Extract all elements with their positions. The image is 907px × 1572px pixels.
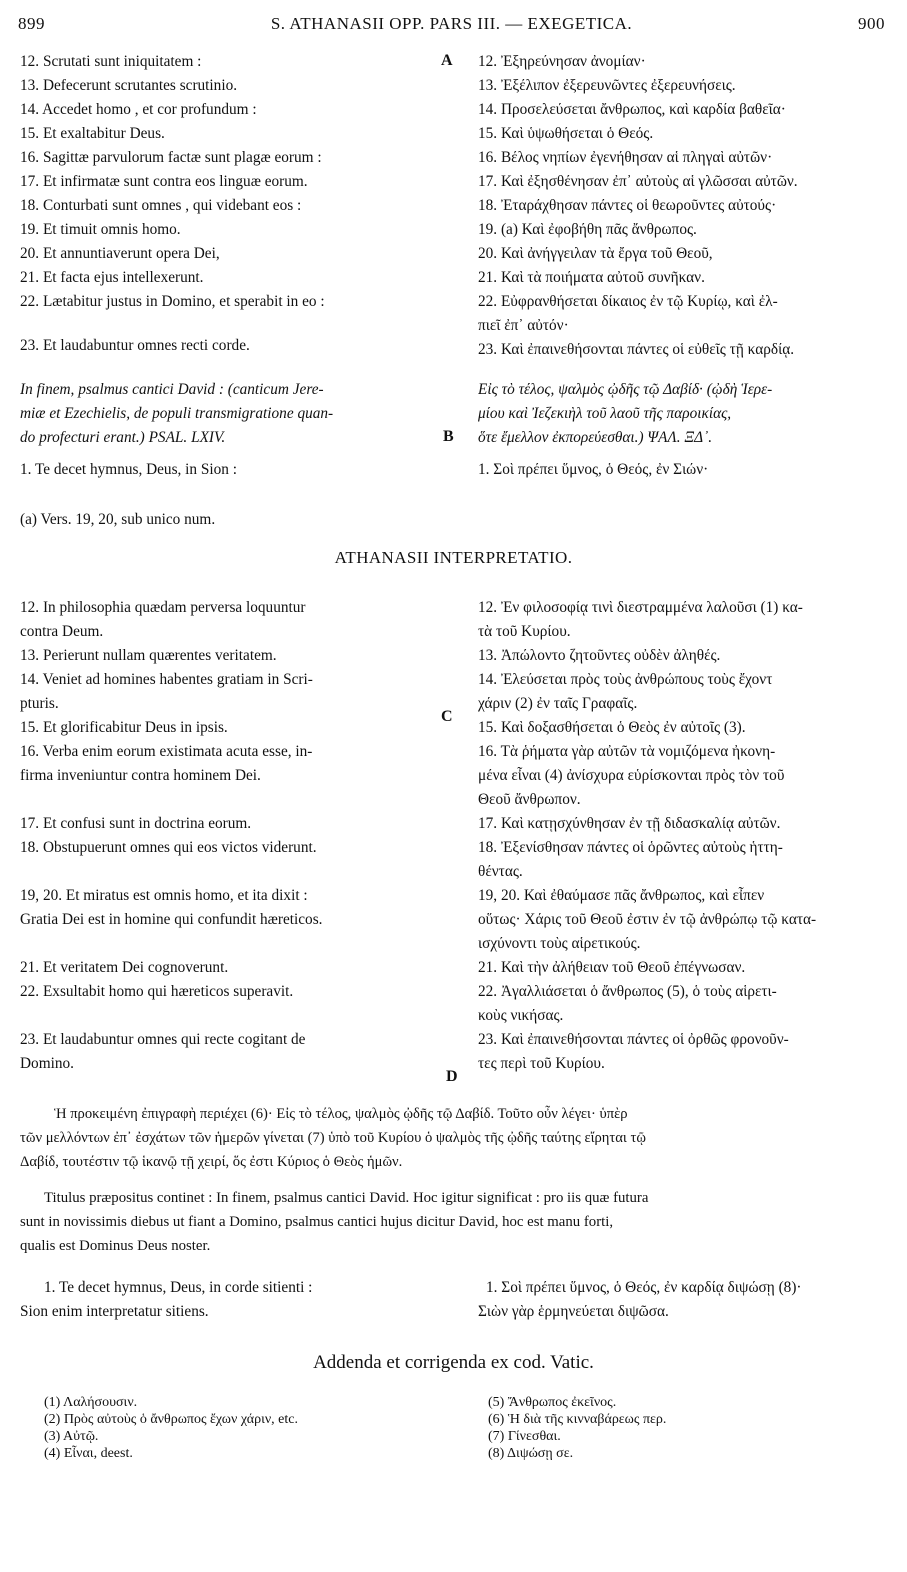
verse1-greek bbox=[478, 458, 888, 482]
interp-line: 23. Καὶ ἐπαινεθήσονται πάντες οἱ ὀρθῶς φρονοῦν- bbox=[478, 1031, 789, 1048]
verse-line: 1. Σοὶ πρέπει ὕμνος, ὁ Θεός, ἐν καρδίᾳ διψώσῃ (8)· bbox=[486, 1279, 802, 1296]
verse-line: 16. Sagittæ parvulorum factæ sunt plagæ eorum : bbox=[20, 149, 322, 166]
page-header bbox=[18, 14, 885, 38]
verse-line: 14. Accedet homo , et cor profundum : bbox=[20, 101, 257, 118]
verse-line: 15. Καὶ ὑψωθήσεται ὁ Θεός. bbox=[478, 125, 654, 142]
title-line: miæ et Ezechielis, de populi transmigratione quan- bbox=[20, 405, 334, 422]
verse-line: 12. Ἐξηρεύνησαν ἀνομίαν· bbox=[478, 53, 646, 70]
addenda-item: (2) Πρὸς αὐτοὺς ὁ ἄνθρωπος ἔχων χάριν, etc. bbox=[44, 1412, 298, 1427]
interp-line: 23. Et laudabuntur omnes qui recte cogitant de bbox=[20, 1031, 306, 1048]
verse-line: 20. Et annuntiaverunt opera Dei, bbox=[20, 245, 220, 262]
paragraph-line: τῶν μελλόντων ἐπ᾽ ἐσχάτων τῶν ἡμερῶν γίνεται (7) ὑπὸ τοῦ Κυρίου ὁ ψαλμὸς τῆς ᾠδῆς ταύτης εἴρηται τῷ bbox=[20, 1130, 646, 1146]
addenda-item: (7) Γίνεσθαι. bbox=[488, 1429, 561, 1444]
interpretation-latin-column bbox=[20, 596, 438, 1076]
title-line: Εἰς τὸ τέλος, ψαλμὸς ᾠδῆς τῷ Δαβίδ· (ᾠδὴ Ἱερε- bbox=[478, 381, 773, 398]
verse-line: 15. Et exaltabitur Deus. bbox=[20, 125, 165, 142]
interp-line: 18. Obstupuerunt omnes qui eos victos viderunt. bbox=[20, 839, 317, 856]
interp-line: 14. Ἐλεύσεται πρὸς τοὺς ἀνθρώπους τοὺς ἔχοντ bbox=[478, 671, 773, 688]
latin-commentary-paragraph bbox=[20, 1186, 888, 1258]
final-verse-greek bbox=[478, 1276, 888, 1324]
greek-commentary-paragraph bbox=[20, 1102, 888, 1174]
interp-line: Gratia Dei est in homine qui confundit hæreticos. bbox=[20, 911, 323, 928]
paragraph-line: Ἡ προκειμένη ἐπιγραφὴ περιέχει (6)· Εἰς τὸ τέλος, ψαλμὸς ᾠδῆς τῷ Δαβίδ. Τοῦτο οὖν λέγει· ὑπὲρ bbox=[54, 1106, 628, 1122]
interp-line: τὰ τοῦ Κυρίου. bbox=[478, 623, 571, 640]
interp-line: contra Deum. bbox=[20, 623, 104, 640]
verse-line: 13. Ἐξέλιπον ἐξερευνῶντες ἐξερευνήσεις. bbox=[478, 77, 736, 94]
verse1-latin bbox=[20, 458, 438, 482]
psalm-greek-column bbox=[478, 50, 888, 362]
verse-line: 1. Te decet hymnus, Deus, in corde sitienti : bbox=[44, 1279, 313, 1296]
footnote-line: (a) Vers. 19, 20, sub unico num. bbox=[20, 511, 216, 528]
interp-line: Domino. bbox=[20, 1055, 74, 1072]
verse-line: 20. Καὶ ἀνήγγειλαν τὰ ἔργα τοῦ Θεοῦ, bbox=[478, 245, 713, 262]
verse-line: 18. Ἐταράχθησαν πάντες οἱ θεωροῦντες αὐτούς· bbox=[478, 197, 777, 214]
section-title: ATHANASII INTERPRETATIO. bbox=[334, 548, 573, 567]
verse-line: 21. Et facta ejus intellexerunt. bbox=[20, 269, 204, 286]
paragraph-line: qualis est Dominus Deus noster. bbox=[20, 1238, 211, 1254]
interp-spacer bbox=[20, 1004, 438, 1028]
verse-line: 17. Et infirmatæ sunt contra eos linguæ eorum. bbox=[20, 173, 308, 190]
interp-line: 21. Καὶ τὴν ἀλήθειαν τοῦ Θεοῦ ἐπέγνωσαν. bbox=[478, 959, 746, 976]
interp-spacer bbox=[20, 860, 438, 884]
verse-line: 22. Εὐφρανθήσεται δίκαιος ἐν τῷ Κυρίῳ, καὶ ἐλ- bbox=[478, 293, 778, 310]
interp-line: 16. Verba enim eorum existimata acuta esse, in- bbox=[20, 743, 313, 760]
verse-line: 19. Et timuit omnis homo. bbox=[20, 221, 181, 238]
addenda-item: (4) Εἶναι, deest. bbox=[44, 1446, 133, 1461]
interp-line: 17. Καὶ κατῃσχύνθησαν ἐν τῇ διδασκαλίᾳ αὐτῶν. bbox=[478, 815, 781, 832]
paragraph-line: Δαβίδ, τουτέστιν τῷ ἱκανῷ τῇ χειρί, ὅς ἐστι Κύριος ὁ Θεὸς ἡμῶν. bbox=[20, 1154, 403, 1170]
verse-line: Sion enim interpretatur sitiens. bbox=[20, 1303, 209, 1320]
margin-letter-a: A bbox=[441, 52, 453, 69]
psalm-title-latin bbox=[20, 378, 438, 450]
addenda-item: (1) Λαλήσουσιν. bbox=[44, 1395, 138, 1410]
interp-line: firma inveniuntur contra hominem Dei. bbox=[20, 767, 261, 784]
margin-letter-d: D bbox=[446, 1068, 458, 1085]
interp-line: 22. Exsultabit homo qui hæreticos superavit. bbox=[20, 983, 294, 1000]
verse-line: 23. Et laudabuntur omnes recti corde. bbox=[20, 337, 250, 354]
running-title: S. ATHANASII OPP. PARS III. — EXEGETICA. bbox=[270, 14, 633, 33]
interp-line: 15. Καὶ δοξασθήσεται ὁ Θεὸς ἐν αὐτοῖς (3). bbox=[478, 719, 746, 736]
interp-line: 16. Τὰ ῥήματα γὰρ αὐτῶν τὰ νομιζόμενα ἠκονη- bbox=[478, 743, 776, 760]
verse-line: πιεῖ ἐπ᾽ αὐτόν· bbox=[478, 317, 569, 334]
verse-line: 23. Καὶ ἐπαινεθήσονται πάντες οἱ εὐθεῖς τῇ καρδίᾳ. bbox=[478, 341, 795, 358]
interp-line: χάριν (2) ἐν ταῖς Γραφαῖς. bbox=[478, 695, 638, 712]
verse-line: 1. Σοὶ πρέπει ὕμνος, ὁ Θεός, ἐν Σιών· bbox=[478, 461, 709, 478]
addenda-left-list bbox=[44, 1394, 444, 1462]
interp-spacer bbox=[20, 932, 438, 956]
addenda-item: (5) Ἄνθρωπος ἐκεῖνος. bbox=[488, 1395, 617, 1410]
interp-line: 21. Et veritatem Dei cognoverunt. bbox=[20, 959, 229, 976]
interp-line: 17. Et confusi sunt in doctrina eorum. bbox=[20, 815, 252, 832]
addenda-item: (6) Ἡ διὰ τῆς κινναβάρεως περ. bbox=[488, 1412, 667, 1427]
page-number-right: 900 bbox=[858, 14, 885, 33]
verse-line: 17. Καὶ ἐξησθένησαν ἐπ᾽ αὐτοὺς αἱ γλῶσσαι αὐτῶν. bbox=[478, 173, 798, 190]
interp-line: θέντας. bbox=[478, 863, 523, 880]
footnote-a bbox=[20, 508, 438, 532]
margin-letter-c: C bbox=[441, 708, 453, 725]
paragraph-line: sunt in novissimis diebus ut fiant a Domino, psalmus cantici hujus dicitur David, hoc est manu forti, bbox=[20, 1214, 614, 1230]
interp-line: 19, 20. Et miratus est omnis homo, et ita dixit : bbox=[20, 887, 308, 904]
interp-line: οὕτως· Χάρις τοῦ Θεοῦ ἐστιν ἐν τῷ ἀνθρώπῳ τῷ κατα- bbox=[478, 911, 817, 928]
verse-line: 21. Καὶ τὰ ποιήματα αὐτοῦ συνῆκαν. bbox=[478, 269, 705, 286]
addenda-right-list bbox=[488, 1394, 868, 1462]
interp-line: μένα εἶναι (4) ἀνίσχυρα εὑρίσκονται πρὸς τὸν τοῦ bbox=[478, 767, 785, 784]
addenda-title: Addenda et corrigenda ex cod. Vatic. bbox=[313, 1352, 594, 1373]
title-line: do profecturi erant.) PSAL. LXIV. bbox=[20, 429, 226, 446]
verse-line: 19. (a) Καὶ ἐφοβήθη πᾶς ἄνθρωπος. bbox=[478, 221, 697, 238]
interp-line: 19, 20. Καὶ ἐθαύμασε πᾶς ἄνθρωπος, καὶ εἶπεν bbox=[478, 887, 765, 904]
interp-line: Θεοῦ ἄνθρωπον. bbox=[478, 791, 581, 808]
interp-line: 15. Et glorificabitur Deus in ipsis. bbox=[20, 719, 228, 736]
verse-line: 13. Defecerunt scrutantes scrutinio. bbox=[20, 77, 238, 94]
page-number-left: 899 bbox=[18, 14, 45, 33]
interpretation-greek-column bbox=[478, 596, 888, 1076]
interp-line: 12. In philosophia quædam perversa loquuntur bbox=[20, 599, 306, 616]
addenda-item: (8) Διψώσῃ σε. bbox=[488, 1446, 574, 1461]
final-verse-latin bbox=[20, 1276, 438, 1324]
verse-line: 16. Βέλος νηπίων ἐγενήθησαν αἱ πληγαὶ αὐτῶν· bbox=[478, 149, 773, 166]
interp-line: κοὺς νικήσας. bbox=[478, 1007, 564, 1024]
verse-line: 1. Te decet hymnus, Deus, in Sion : bbox=[20, 461, 238, 478]
interp-line: τες περὶ τοῦ Κυρίου. bbox=[478, 1055, 605, 1072]
addenda-item: (3) Αὐτῷ. bbox=[44, 1429, 99, 1444]
interp-line: 12. Ἐν φιλοσοφίᾳ τινὶ διεστραμμένα λαλοῦσι (1) κα- bbox=[478, 599, 803, 616]
psalm-latin-column bbox=[20, 50, 438, 358]
verse-line: Σιὼν γὰρ ἑρμηνεύεται διψῶσα. bbox=[478, 1303, 669, 1320]
verse-line: 12. Scrutati sunt iniquitatem : bbox=[20, 53, 202, 70]
title-line: In finem, psalmus cantici David : (canticum Jere- bbox=[20, 381, 324, 398]
interp-line: 13. Perierunt nullam quærentes veritatem. bbox=[20, 647, 277, 664]
psalm-title-greek bbox=[478, 378, 888, 450]
interp-line: 18. Ἐξενίσθησαν πάντες οἱ ὁρῶντες αὐτοὺς ἡττη- bbox=[478, 839, 783, 856]
interp-line: pturis. bbox=[20, 695, 59, 712]
interp-line: 22. Ἀγαλλιάσεται ὁ ἄνθρωπος (5), ὁ τοὺς αἱρετι- bbox=[478, 983, 777, 1000]
paragraph-line: Titulus præpositus continet : In finem, psalmus cantici David. Hoc igitur significat : pro iis quæ futura bbox=[44, 1190, 649, 1206]
margin-letter-b: B bbox=[443, 428, 454, 445]
verse-line: 14. Προσελεύσεται ἄνθρωπος, καὶ καρδία βαθεῖα· bbox=[478, 101, 786, 118]
interp-line: ισχύνοντι τοὺς αἱρετικούς. bbox=[478, 935, 641, 952]
verse-line: 18. Conturbati sunt omnes , qui videbant eos : bbox=[20, 197, 302, 214]
interp-spacer bbox=[20, 788, 438, 812]
interp-line: 13. Ἀπώλοντο ζητοῦντες οὐδὲν ἀληθές. bbox=[478, 647, 721, 664]
title-line: ὅτε ἔμελλον ἐκπορεύεσθαι.) ΨΑΛ. ΞΔ᾽. bbox=[478, 429, 713, 446]
interp-line: 14. Veniet ad homines habentes gratiam in Scri- bbox=[20, 671, 313, 688]
title-line: μίου καὶ Ἰεζεκιὴλ τοῦ λαοῦ τῆς παροικίας, bbox=[478, 405, 732, 422]
verse-line: 22. Lætabitur justus in Domino, et sperabit in eo : bbox=[20, 293, 325, 310]
